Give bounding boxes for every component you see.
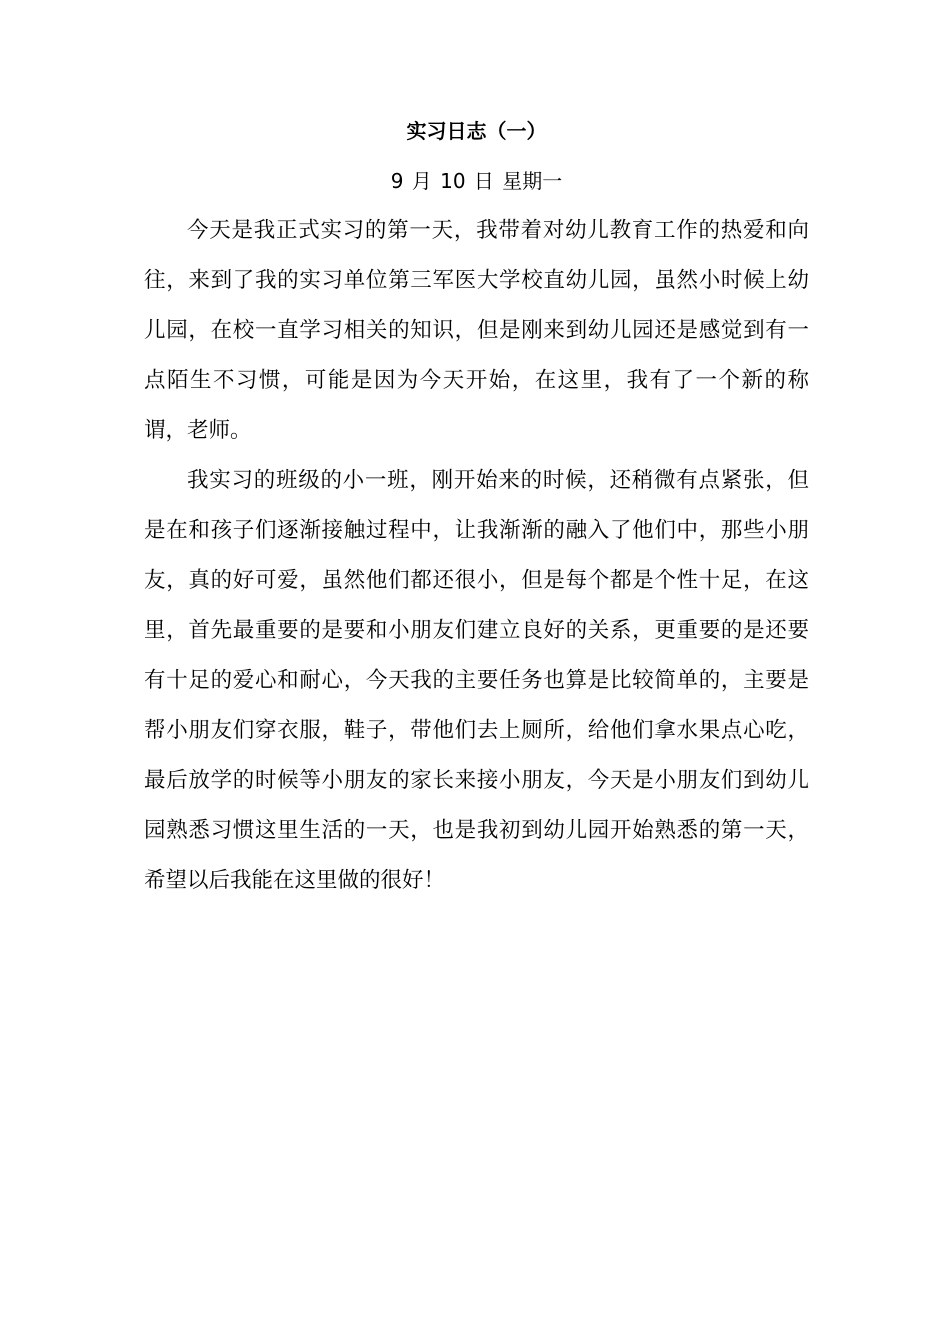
document-body [144, 106, 809, 906]
paragraph-2: 我实习的班级的小一班，刚开始来的时候，还稍微有点紧张，但是在和孩子们逐渐接触过程中，让我渐渐的融入了他们中，那些小朋友，真的好可爱，虽然他们都还很小，但是每个都是个性十足，在这里，首先最重要的是要和小朋友们建立良好的关系，更重要的是还要有十足的爱心和耐心，今天我的主要任务也算是比较简单的，主要是帮小朋友们穿衣服，鞋子，带他们去上厕所，给他们拿水果点心吃，最后放学的时候等小朋友的家长来接小朋友，今天是小朋友们到幼儿园熟悉习惯这里生活的一天，也是我初到幼儿园开始熟悉的第一天，希望以后我能在这里做的很好！ [144, 468, 809, 893]
paragraph-1: 今天是我正式实习的第一天，我带着对幼儿教育工作的热爱和向往，来到了我的实习单位第三军医大学校直幼儿园，虽然小时候上幼儿园，在校一直学习相关的知识，但是刚来到幼儿园还是感觉到有一点陌生不习惯，可能是因为今天开始，在这里，我有了一个新的称谓，老师。 [144, 218, 809, 443]
date-line: 9 月 10 日 星期一 [390, 169, 563, 193]
document-title: 实习日志（一） [406, 119, 547, 143]
